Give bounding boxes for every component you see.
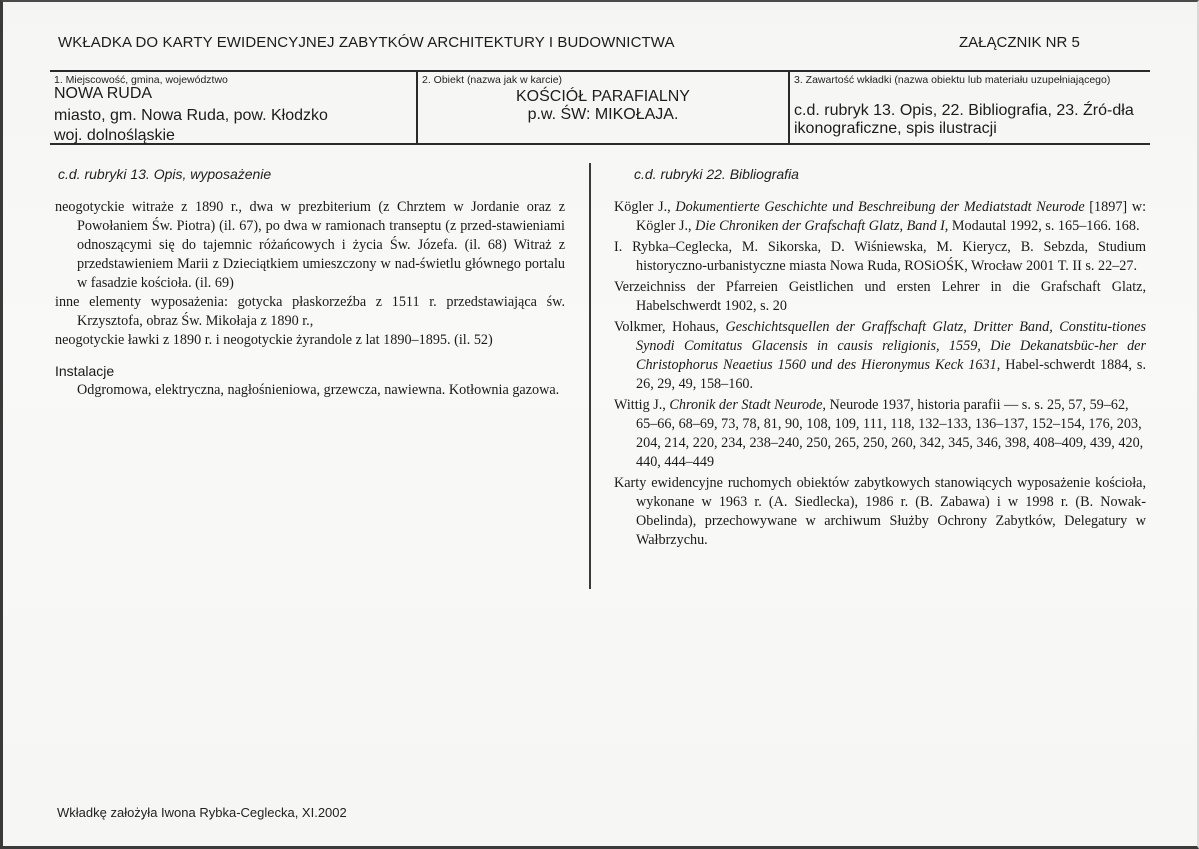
installations-heading: Instalacje	[55, 363, 115, 379]
locality-cell	[50, 72, 416, 143]
entry-text: Karty ewidencyjne ruchomych obiektów zabytkowych stanowiących wyposażenie kościoła, wykonane w 1963 r. (A. Siedlecka), 1986 r. (B. Zabawa) i w 1998 r. (B. Nowak-Obelinda), przechowywane w archiwum Służby Ochrony Zabytków, Delegatury w Wałbrzychu.	[614, 475, 1146, 548]
entry-author: Volkmer, Hohaus,	[614, 319, 726, 335]
object-dedication: p.w. ŚW: MIKOŁAJA.	[527, 106, 679, 123]
right-section-heading: c.d. rubryki 22. Bibliografia	[634, 166, 799, 182]
entry-text: Neurode 1937, historia parafii — s. s. 25, 57, 59–62, 65–66, 68–69, 73, 78, 81, 90, 108, 109, 111, 118, 132–133, 136–137, 152–154, 176, 203, 204, 214, 220, 234, 238–240, 250, 265, 250, 260, 342, 345, 346, 398, 408–409, 439, 420, 440, 444–449	[636, 397, 1144, 470]
locality-town: NOWA RUDA	[54, 85, 153, 102]
column-divider	[589, 163, 591, 589]
object-name: KOŚCIÓŁ PARAFIALNY	[516, 88, 690, 105]
contents-cell	[788, 72, 1150, 143]
entry-text: , Habel-schwerdt 1884, s. 26, 29, 49, 158–160.	[636, 357, 1147, 392]
locality-voivodeship: woj. dolnośląskie	[54, 127, 175, 144]
entry-title: Die Chroniken der Grafschaft Glatz, Band I,	[695, 218, 949, 234]
document-title: WKŁADKA DO KARTY EWIDENCYJNEJ ZABYTKÓW ARCHITEKTURY I BUDOWNICTWA	[58, 34, 675, 51]
equipment-entry: inne elementy wyposażenia: gotycka płaskorzeźba z 1511 r. przedstawiająca św. Krzysztofa, obraz Św. Mikołaja z 1890 r.,	[55, 294, 565, 329]
entry-title: Geschichtsquellen der Graffschaft Glatz, Dritter Band, Constitu-tiones Synodi Comitatus Glacensis in causis religionis, 1559, Die Dekanatsbüc-her der Christophorus Neaetius 1560 und des Hieronymus Keck 1631	[636, 319, 1146, 373]
bibliography-column	[614, 198, 1146, 550]
object-cell	[416, 72, 788, 143]
bibliography-entry	[614, 278, 1146, 316]
locality-commune: miasto, gm. Nowa Ruda, pow. Kłodzko	[54, 107, 328, 124]
contents-text: c.d. rubryk 13. Opis, 22. Bibliografia, 23. Źró-dła ikonograficzne, spis ilustracji	[794, 102, 1134, 137]
entry-text: Verzeichniss der Pfarreien Geistlichen und ersten Lehrer in die Grafschaft Glatz, Habelschwerdt 1902, s. 20	[614, 279, 1146, 314]
bibliography-entry	[614, 198, 1146, 236]
entry-text: I. Rybka–Ceglecka, M. Sikorska, D. Wiśniewska, M. Kierycz, B. Sebzda, Studium historyczno-urbanistyczne miasta Nowa Ruda, ROSiOŚK, Wrocław 2001 T. II s. 22–27.	[614, 239, 1146, 274]
annex-number: ZAŁĄCZNIK NR 5	[959, 34, 1080, 51]
entry-author: Kögler J.,	[614, 199, 676, 215]
bibliography-entry	[614, 396, 1146, 472]
entry-text: Modautal 1992, s. 165–166. 168.	[948, 218, 1140, 234]
equipment-entry: neogotyckie witraże z 1890 r., dwa w prezbiterium (z Chrztem w Jordanie oraz z Powołaniem Św. Piotra) (il. 67), po dwa w ramionach transeptu (z przed-stawieniami odnoszącymi się do tajemnic różańcowych i życia Św. Józefa. (il. 68) Witraż z przedstawieniem Marii z Dzieciątkiem umieszczony w nad-świetlu głównego portalu w fasadzie kościoła. (il. 69)	[55, 199, 565, 291]
entry-title: Chronik der Stadt Neurode,	[669, 397, 826, 413]
footer-author: Wkładkę założyła Iwona Rybka-Ceglecka, XI.2002	[57, 805, 347, 820]
bibliography-entry	[614, 318, 1146, 394]
entry-text: [1897] w: Kögler J.,	[636, 199, 1147, 234]
contents-label: 3. Zawartość wkładki (nazwa obiektu lub materiału uzupełniającego)	[794, 74, 1111, 86]
locality-label: 1. Miejscowość, gmina, województwo	[54, 74, 228, 86]
bibliography-entry	[614, 474, 1146, 550]
entry-author: Wittig J.,	[614, 397, 670, 413]
left-section-heading: c.d. rubryki 13. Opis, wyposażenie	[58, 166, 272, 182]
installations-text: Odgromowa, elektryczna, nagłośnieniowa, grzewcza, nawiewna. Kotłownia gazowa.	[77, 382, 560, 398]
description-column	[55, 198, 565, 400]
bibliography-entry	[614, 238, 1146, 276]
equipment-entry: neogotyckie ławki z 1890 r. i neogotyckie żyrandole z lat 1890–1895. (il. 52)	[55, 332, 493, 348]
object-label: 2. Obiekt (nazwa jak w karcie)	[422, 74, 563, 86]
entry-title: Dokumentierte Geschichte und Beschreibung der Mediatstadt Neurode	[675, 199, 1085, 215]
header-table	[50, 70, 1150, 145]
